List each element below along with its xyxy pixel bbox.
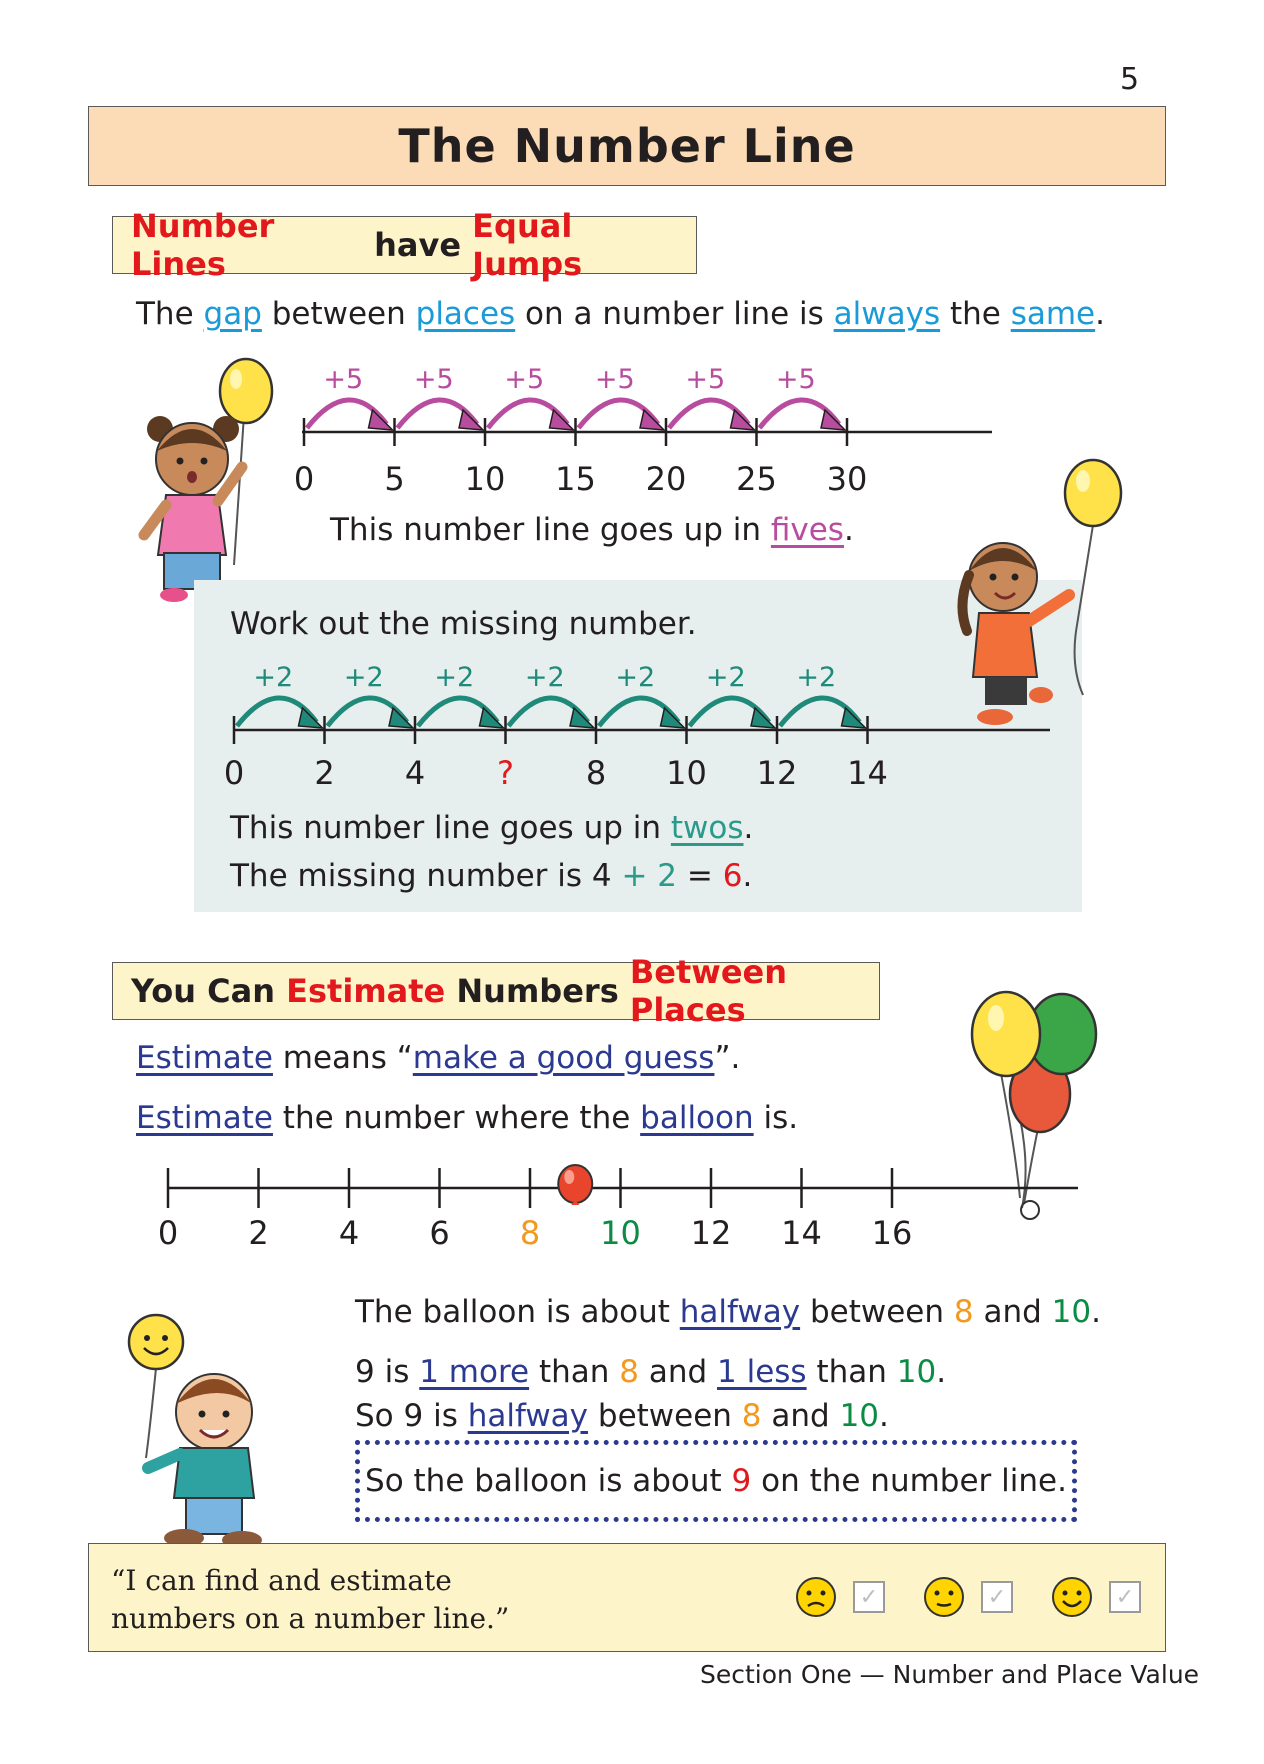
tick-label: 12 (756, 754, 798, 792)
text-part: on a number line is (515, 296, 834, 332)
jump-label: +2 (253, 662, 294, 693)
running-girl-illustration (945, 455, 1135, 745)
text-part: . (936, 1354, 947, 1390)
jump-label: +2 (343, 662, 384, 693)
page-title (88, 106, 1166, 186)
halfway-sentence (355, 1294, 1101, 1330)
girl-with-balloon-illustration (130, 355, 280, 615)
text-part: . (742, 858, 753, 894)
text-part: . (879, 1398, 889, 1434)
value-ten: 10 (1051, 1294, 1092, 1330)
quote-line: “I can find and estimate (111, 1564, 452, 1597)
text-part: means “ (272, 1040, 413, 1076)
tick-label: 16 (871, 1214, 913, 1252)
value-eight: 8 (619, 1354, 639, 1390)
keyword-balloon: balloon (640, 1100, 754, 1136)
text-part: The missing number is 4 (230, 858, 622, 894)
red-balloon-marker (558, 1165, 592, 1205)
tick-label: 20 (645, 460, 687, 498)
estimate-task (136, 1100, 798, 1136)
yellow-balloon-icon (1065, 460, 1121, 526)
text-part: is. (753, 1100, 799, 1136)
boy-trousers (186, 1498, 242, 1534)
text-part: The (136, 296, 204, 332)
text-part: The balloon is about (355, 1294, 680, 1330)
confident-checkbox[interactable]: ✓ (1109, 1581, 1141, 1613)
heading-part: Equal Jumps (472, 207, 583, 283)
text-part: ”. (714, 1040, 741, 1076)
tick-label: 15 (555, 460, 596, 498)
text-part: = (677, 858, 723, 894)
page-number: 5 (1120, 62, 1140, 97)
self-check-quote (111, 1562, 509, 1638)
jump-label: +5 (594, 364, 635, 395)
keyword-places: places (415, 296, 516, 332)
jump-labels (253, 662, 836, 693)
jump-label: +2 (615, 662, 656, 693)
number-line-estimate (150, 1150, 1090, 1260)
text-part: . (843, 512, 854, 548)
text-part: and (638, 1354, 718, 1390)
keyword-always: always (833, 296, 941, 332)
balloon-shine (564, 1170, 574, 1184)
heading-part: Between Places (629, 953, 788, 1029)
answer-value: 6 (722, 858, 743, 894)
jump-label: +2 (705, 662, 746, 693)
heading-part: Number Lines (131, 207, 275, 283)
tick-label: 10 (464, 460, 506, 498)
text-part: than (806, 1354, 897, 1390)
keyword-halfway: halfway (467, 1398, 589, 1434)
tick-label: 4 (338, 1214, 360, 1252)
text-part: This number line goes up in (230, 810, 671, 846)
text-part: . (1091, 1294, 1101, 1330)
so-halfway-sentence (355, 1398, 889, 1434)
text-part: between (800, 1294, 954, 1330)
number-line-fives (290, 350, 1010, 510)
value-eight: 8 (953, 1294, 974, 1330)
estimate-definition (136, 1040, 740, 1076)
neutral-face-icon (923, 1576, 965, 1618)
jump-label: +5 (504, 364, 545, 395)
keyword-gap: gap (203, 296, 262, 332)
tick-label: 6 (429, 1214, 450, 1252)
tick-label: 4 (404, 754, 426, 792)
tick-label: 8 (519, 1214, 541, 1252)
tick-labels (158, 1214, 913, 1252)
yellow-balloon-icon (220, 359, 272, 423)
keyword-twos: twos (670, 810, 744, 846)
text-part: 9 is (355, 1354, 420, 1390)
tick-label: 10 (600, 1214, 641, 1252)
jump-label: +5 (413, 364, 454, 395)
jump-labels (323, 364, 815, 395)
text-part: This number line goes up in (330, 512, 771, 548)
okay-option[interactable] (923, 1576, 1013, 1618)
boy-jacket (174, 1448, 254, 1498)
jump-label: +5 (685, 364, 726, 395)
text-part: and (973, 1294, 1052, 1330)
tick-label: 10 (666, 754, 707, 792)
self-check-bar (88, 1543, 1166, 1652)
tick-label: 2 (314, 754, 335, 792)
jump-label: +2 (434, 662, 475, 693)
yellow-balloon-icon (972, 992, 1040, 1076)
value-eight: 8 (741, 1398, 762, 1434)
keyword-make-a-good-guess: make a good guess (412, 1040, 715, 1076)
keyword-fives: fives (770, 512, 844, 548)
value-ten: 10 (896, 1354, 937, 1390)
text-part: the number where the (272, 1100, 641, 1136)
tick-labels (294, 460, 868, 498)
unsure-checkbox[interactable]: ✓ (853, 1581, 885, 1613)
more-less-sentence (355, 1354, 946, 1390)
tick-label: ? (497, 754, 514, 792)
answer-value: 9 (731, 1463, 752, 1499)
keyword-estimate: Estimate (136, 1040, 273, 1076)
quote-line: numbers on a number line.” (111, 1602, 510, 1635)
tick-label: 30 (826, 460, 868, 498)
red-balloon-icon (558, 1165, 592, 1203)
tick-labels (224, 754, 888, 792)
text-part: and (761, 1398, 840, 1434)
missing-number-prompt: Work out the missing number. (230, 606, 697, 642)
section-heading-equal-jumps (112, 207, 697, 283)
smiley-balloon-icon (129, 1315, 183, 1369)
keyword-1-less: 1 less (717, 1354, 807, 1390)
tick-label: 0 (293, 460, 315, 498)
heading-part: have (362, 226, 473, 264)
text-part: . (743, 810, 754, 846)
balloon-shine (230, 369, 242, 389)
text-part: So the balloon is about (365, 1463, 732, 1499)
heading-part: Numbers (445, 972, 630, 1010)
keyword-1-more: 1 more (419, 1354, 530, 1390)
jump-label: +5 (775, 364, 816, 395)
tick-label: 25 (736, 460, 777, 498)
keyword-same: same (1010, 296, 1096, 332)
intro-sentence (136, 296, 1105, 332)
tick-label: 14 (781, 1214, 822, 1252)
page-title-text: The Number Line (398, 119, 856, 173)
tick-label: 12 (690, 1214, 732, 1252)
conclusion-box (355, 1440, 1077, 1522)
twos-caption (230, 810, 753, 846)
text-part: + 2 (621, 858, 678, 894)
text-part: the (940, 296, 1011, 332)
happy-face-icon (1051, 1576, 1093, 1618)
text-part: So 9 is (355, 1398, 468, 1434)
jump-label: +2 (796, 662, 837, 693)
section-heading-estimate (112, 953, 880, 1029)
heading-part: You Can (131, 972, 287, 1010)
confident-option[interactable] (1051, 1576, 1141, 1618)
text-part: on the number line. (751, 1463, 1067, 1499)
okay-checkbox[interactable]: ✓ (981, 1581, 1013, 1613)
missing-number-answer (230, 858, 752, 894)
tick-label: 14 (847, 754, 888, 792)
fives-caption (330, 512, 854, 548)
keyword-estimate: Estimate (136, 1100, 273, 1136)
number-line-twos (220, 650, 1070, 800)
tick-label: 0 (223, 754, 245, 792)
boy-with-balloon-illustration (120, 1308, 295, 1553)
unsure-option[interactable] (795, 1576, 885, 1618)
text-part: . (1095, 296, 1105, 332)
heading-part: Estimate (286, 972, 446, 1010)
text-part: between (261, 296, 416, 332)
jump-label: +5 (323, 364, 364, 395)
footer-section-label: Section One — Number and Place Value (700, 1660, 1200, 1689)
tick-label: 0 (157, 1214, 179, 1252)
tick-label: 8 (585, 754, 607, 792)
text-part: between (588, 1398, 742, 1434)
jump-arrows (237, 698, 866, 728)
text-part: than (529, 1354, 620, 1390)
tick-label: 5 (384, 460, 405, 498)
unsure-face-icon (795, 1576, 837, 1618)
keyword-halfway: halfway (679, 1294, 801, 1330)
jump-label: +2 (524, 662, 565, 693)
tick-label: 2 (248, 1214, 269, 1252)
value-ten: 10 (839, 1398, 880, 1434)
